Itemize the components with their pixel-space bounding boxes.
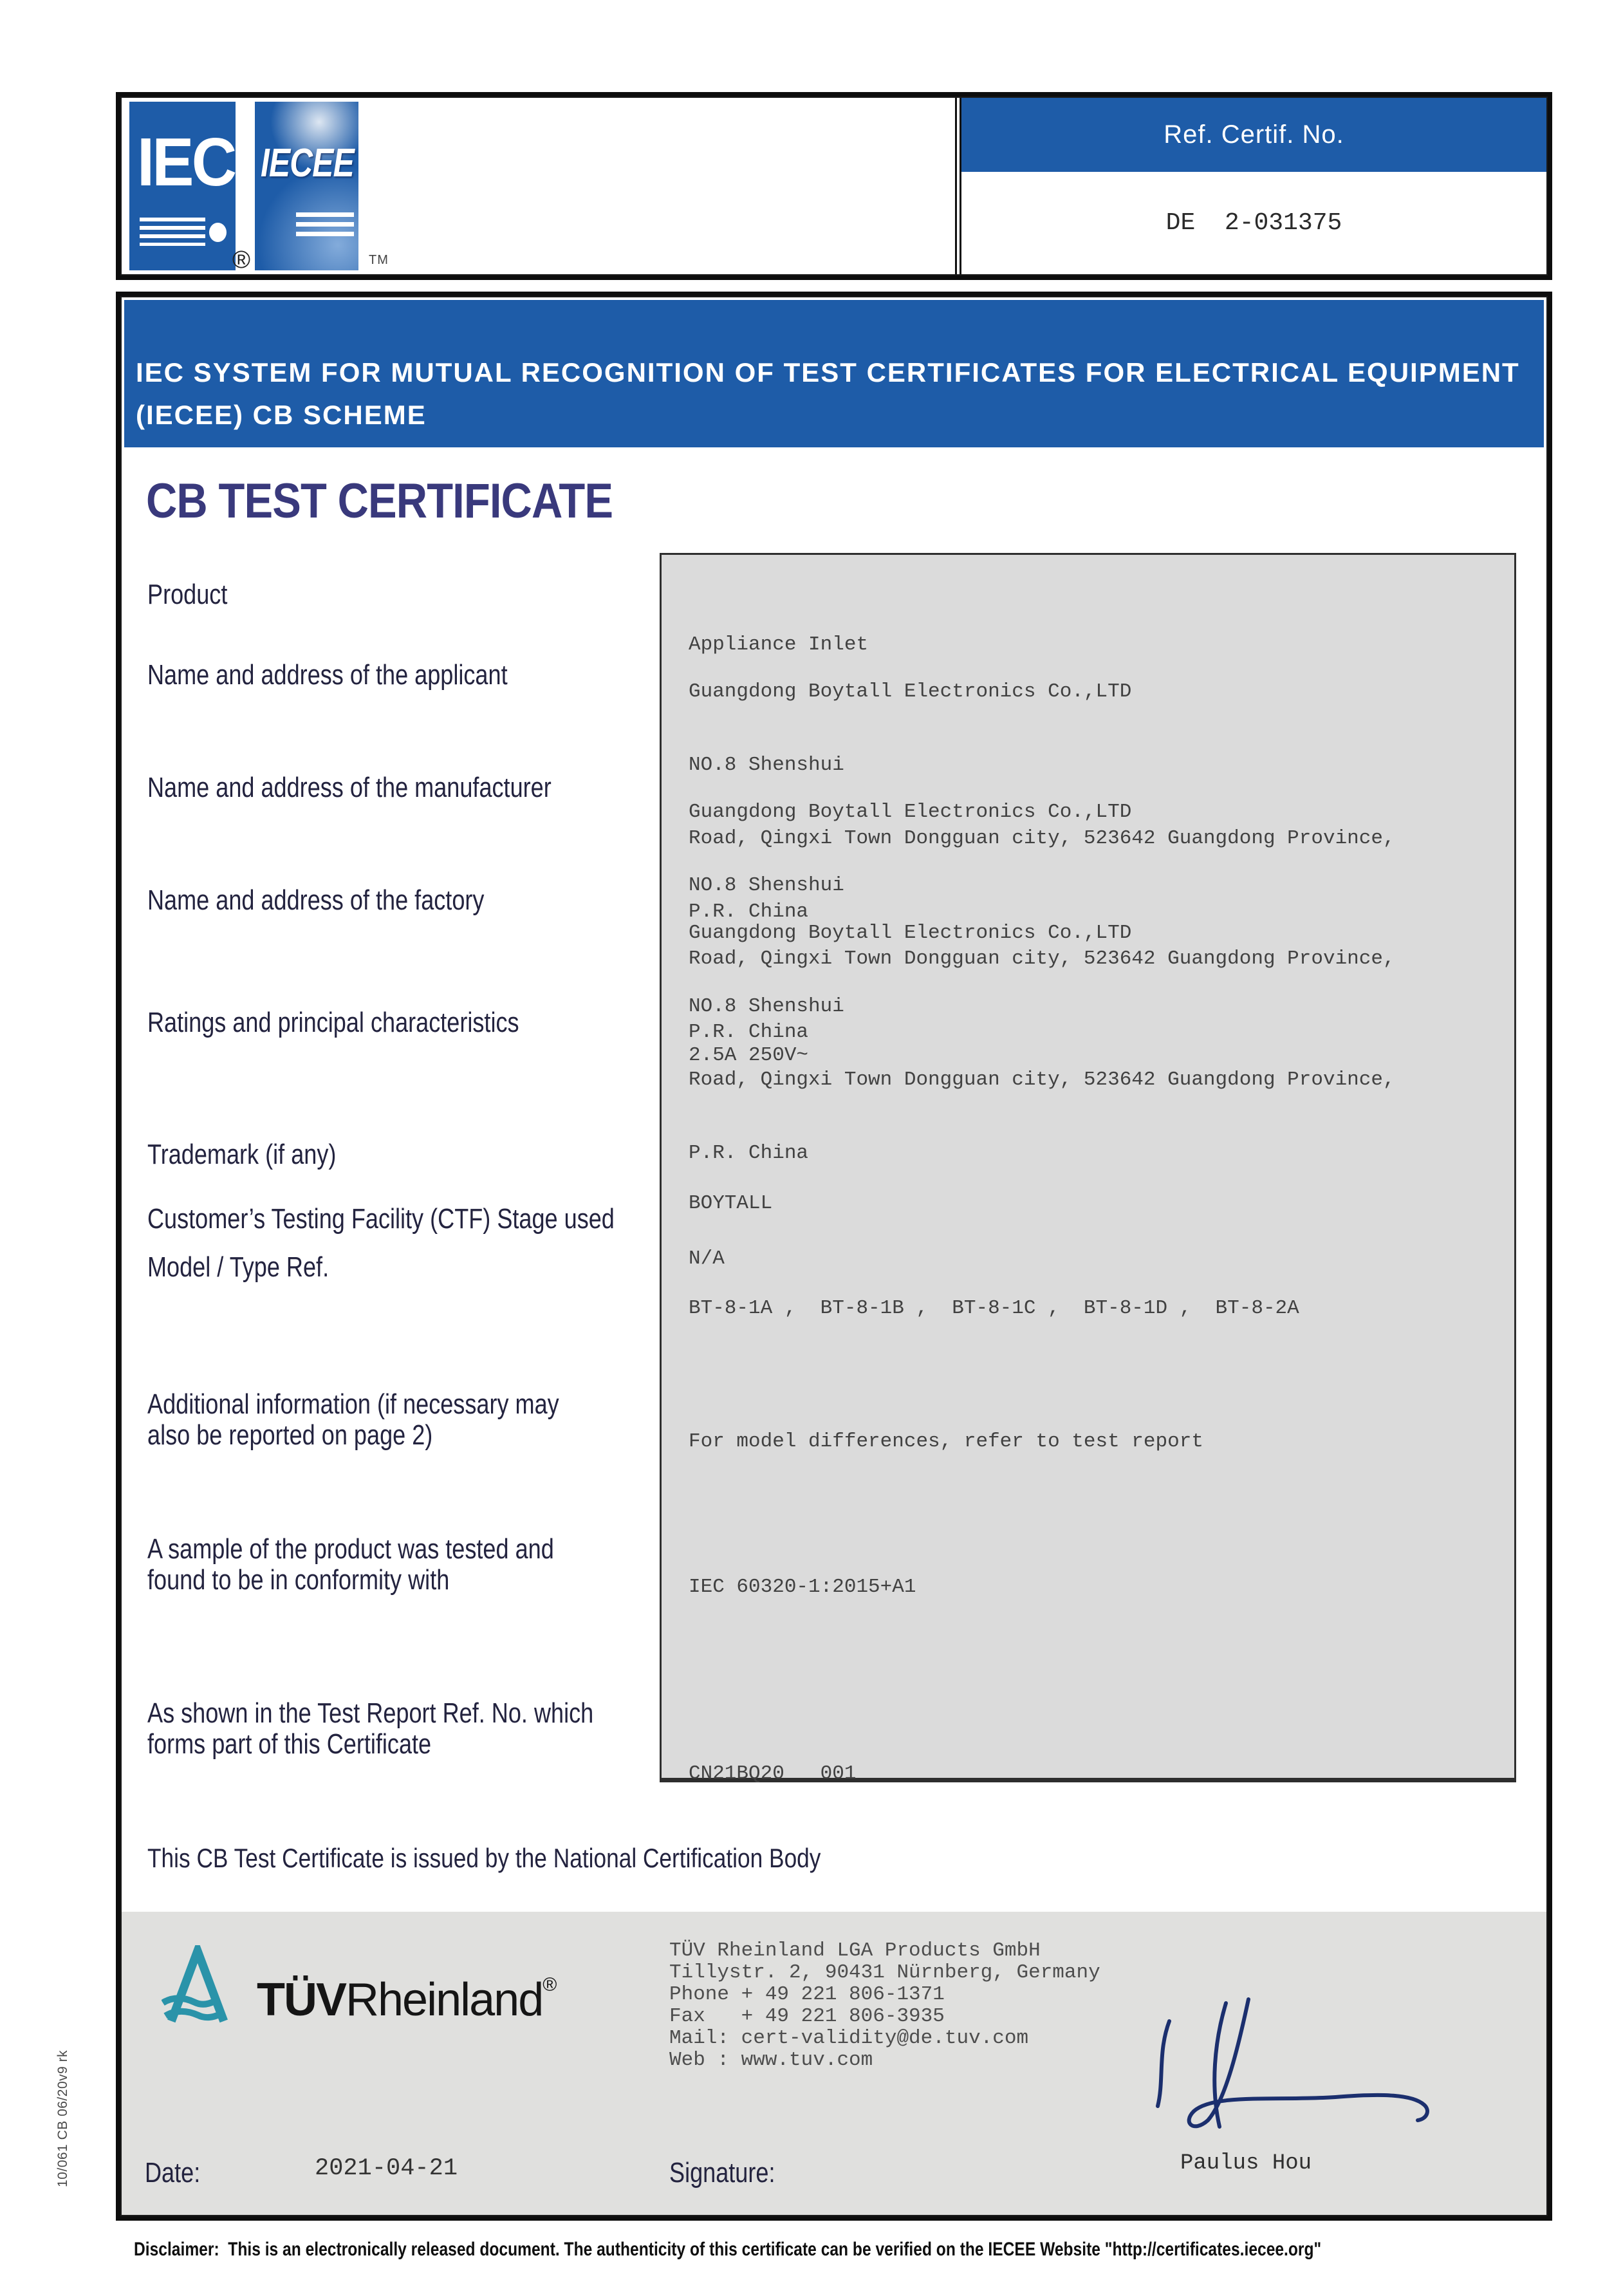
signature-label: Signature: — [669, 2157, 775, 2189]
field-label-product: Product — [147, 579, 228, 610]
iecee-logo — [255, 102, 358, 270]
registered-trademark-icon: ® — [232, 247, 250, 274]
scheme-banner — [122, 297, 1546, 447]
field-label-applicant: Name and address of the applicant — [147, 659, 508, 691]
tm-icon: TM — [369, 253, 389, 267]
ref-certif-cell — [955, 98, 1546, 274]
field-value-ctf-stage: N/A — [689, 1247, 725, 1270]
iecee-logo-bars-icon — [296, 212, 354, 237]
iecee-logo-text: IECEE — [261, 141, 354, 185]
certificate-body-box — [116, 292, 1552, 2221]
field-value-model: BT-8-1A , BT-8-1B , BT-8-1C , BT-8-1D , BT-8-2A — [689, 1297, 1299, 1320]
field-label-trademark: Trademark (if any) — [147, 1139, 337, 1170]
tuv-wordmark-bold: TÜV — [257, 1974, 346, 2026]
field-value-trademark: BOYTALL — [689, 1192, 773, 1215]
logo-divider — [232, 102, 255, 274]
field-label-model: Model / Type Ref. — [147, 1251, 329, 1283]
iec-logo — [129, 102, 236, 270]
tuv-registered-icon: ® — [543, 1974, 557, 1995]
logo-group — [129, 102, 389, 274]
date-value: 2021-04-21 — [315, 2155, 458, 2182]
signer-name: Paulus Hou — [1180, 2151, 1312, 2176]
ncb-address-line: Tillystr. 2, 90431 Nürnberg, Germany — [669, 1961, 1100, 1984]
field-value-product: Appliance Inlet — [689, 633, 869, 656]
field-label-additional-info: Additional information (if necessary may also be reported on page 2) — [147, 1388, 559, 1451]
ncb-mail-line: Mail: cert-validity@de.tuv.com — [669, 2027, 1029, 2049]
scheme-banner-line1: IEC SYSTEM FOR MUTUAL RECOGNITION OF TEST CERTIFICATES FOR ELECTRICAL EQUIPMENT — [136, 357, 1520, 387]
field-value-ratings: 2.5A 250V~ — [689, 1044, 809, 1067]
tuv-rheinland-wordmark — [257, 1974, 557, 2026]
footer-ncb-section — [122, 1912, 1546, 2215]
signature-image — [1129, 1995, 1432, 2137]
ref-certif-value: DE 2-031375 — [1165, 209, 1342, 237]
ncb-company-line: TÜV Rheinland LGA Products GmbH — [669, 1939, 1041, 1962]
ncb-fax-line: Fax + 49 221 806-3935 — [669, 2005, 945, 2028]
field-value-manufacturer: Guangdong Boytall Electronics Co.,LTD NO.8 Shenshui Road, Qingxi Town Dongguan city, 523642 Guangdong Province, P.R. China — [689, 801, 1395, 1043]
tuv-wordmark-regular: Rheinland — [346, 1974, 543, 2026]
iec-logo-dot-icon — [209, 223, 227, 242]
page-title: CB TEST CERTIFICATE — [146, 474, 613, 528]
field-value-standard: IEC 60320-1:2015+A1 — [689, 1576, 916, 1598]
scheme-banner-line2: (IECEE) CB SCHEME — [136, 400, 427, 430]
iec-logo-bars-icon — [140, 218, 205, 246]
field-value-factory: Guangdong Boytall Electronics Co.,LTD NO.8 Shenshui Road, Qingxi Town Dongguan city, 523642 Guangdong Province, P.R. China — [689, 922, 1395, 1164]
tuv-triangle-icon — [162, 1945, 234, 2026]
issued-by-line: This CB Test Certificate is issued by the National Certification Body — [147, 1843, 821, 1873]
certificate-content — [122, 447, 1546, 1912]
field-label-ratings: Ratings and principal characteristics — [147, 1007, 519, 1038]
field-label-factory: Name and address of the factory — [147, 884, 485, 916]
ref-certif-label: Ref. Certif. No. — [961, 98, 1546, 172]
field-value-test-report: CN21BQ20 001 — [689, 1762, 857, 1785]
field-value-additional-info: For model differences, refer to test report — [689, 1430, 1203, 1453]
field-label-manufacturer: Name and address of the manufacturer — [147, 772, 552, 803]
field-label-standard: A sample of the product was tested and found to be in conformity with — [147, 1533, 554, 1596]
side-form-code: 10/061 CB 06/20v9 rk — [55, 2049, 70, 2187]
date-label: Date: — [145, 2157, 201, 2189]
disclaimer-line: Disclaimer: This is an electronically released document. The authenticity of this certificate can be verified on the IECEE Website "http://certificates.iecee.org" — [134, 2239, 1322, 2260]
ncb-phone-line: Phone + 49 221 806-1371 — [669, 1983, 945, 2006]
iec-logo-text: IEC — [137, 124, 235, 200]
ncb-web-line: Web : www.tuv.com — [669, 2049, 873, 2071]
header-box-inner — [120, 97, 1548, 275]
ncb-contact-block — [669, 1940, 1100, 2071]
field-value-applicant: Guangdong Boytall Electronics Co.,LTD NO.8 Shenshui Road, Qingxi Town Dongguan city, 523642 Guangdong Province, P.R. China — [689, 680, 1395, 923]
field-label-ctf-stage: Customer’s Testing Facility (CTF) Stage used — [147, 1203, 615, 1235]
certificate-body-inner — [120, 296, 1548, 2216]
header-box — [116, 92, 1552, 280]
field-label-test-report: As shown in the Test Report Ref. No. which forms part of this Certificate — [147, 1697, 594, 1760]
